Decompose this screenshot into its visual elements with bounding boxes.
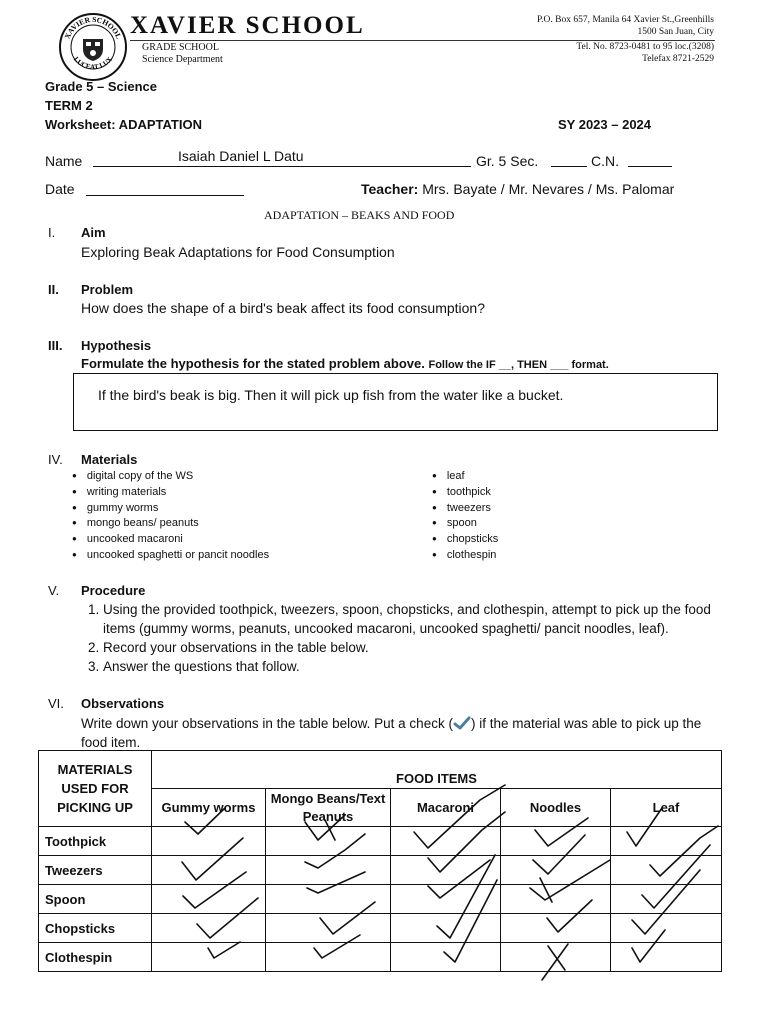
hypothesis-label: Hypothesis xyxy=(81,338,152,353)
materials-list-left xyxy=(72,469,269,564)
table-row xyxy=(39,856,722,885)
material-item: ● gummy worms xyxy=(72,501,269,517)
term: TERM 2 xyxy=(45,98,93,113)
observation-cell[interactable] xyxy=(501,885,611,914)
row-label: Toothpick xyxy=(39,827,152,856)
svg-text:LUCEAT LUX: LUCEAT LUX xyxy=(71,55,115,72)
observations-instruction: Write down your observations in the table below. Put a check ( ) if the material was able to pick up the food item. xyxy=(81,716,702,750)
observation-cell[interactable] xyxy=(266,914,391,943)
materials-number: IV. xyxy=(48,452,63,467)
observation-cell[interactable] xyxy=(152,943,266,972)
column-header: Noodles xyxy=(501,789,611,827)
observation-cell[interactable] xyxy=(266,885,391,914)
name-label: Name xyxy=(45,153,83,169)
table-row xyxy=(39,885,722,914)
material-item: ● toothpick xyxy=(432,485,498,501)
observation-cell[interactable] xyxy=(152,827,266,856)
name-value[interactable]: Isaiah Daniel L Datu xyxy=(178,148,304,164)
address: P.O. Box 657, Manila 64 Xavier St.,Greenhills 1500 San Juan, City xyxy=(536,15,714,37)
observations-label: Observations xyxy=(81,696,165,711)
observation-cell[interactable] xyxy=(391,914,501,943)
procedure-label: Procedure xyxy=(81,583,146,598)
problem-number: II. xyxy=(48,282,59,297)
observation-cell[interactable] xyxy=(611,914,722,943)
problem-label: Problem xyxy=(81,282,134,297)
material-item: ● writing materials xyxy=(72,485,269,501)
section-line[interactable] xyxy=(551,166,587,167)
material-item: ● leaf xyxy=(432,469,498,485)
observation-cell[interactable] xyxy=(266,827,391,856)
observation-cell[interactable] xyxy=(501,943,611,972)
observation-cell[interactable] xyxy=(391,943,501,972)
observation-cell[interactable] xyxy=(266,943,391,972)
material-item: ● uncooked spaghetti or pancit noodles xyxy=(72,548,269,564)
material-item: ● chopsticks xyxy=(432,532,498,548)
contact-numbers: Tel. No. 8723-0481 to 95 loc.(3208) Telefax 8721-2529 xyxy=(576,42,714,64)
observation-cell[interactable] xyxy=(501,914,611,943)
section-label: Gr. 5 Sec. xyxy=(476,153,539,169)
procedure-step: 2. Record your observations in the table below. xyxy=(103,638,743,657)
row-label: Chopsticks xyxy=(39,914,152,943)
food-items-header: FOOD ITEMS xyxy=(152,751,722,789)
material-item: ● digital copy of the WS xyxy=(72,469,269,485)
aim-number: I. xyxy=(48,225,56,240)
observation-cell[interactable] xyxy=(152,914,266,943)
observations-table xyxy=(38,750,722,972)
material-item: ● mongo beans/ peanuts xyxy=(72,516,269,532)
hypothesis-instruction: Formulate the hypothesis for the stated problem above. Follow the IF __, THEN ___ format. xyxy=(81,356,609,371)
row-label: Spoon xyxy=(39,885,152,914)
problem-text: How does the shape of a bird's beak affect its food consumption? xyxy=(81,300,485,316)
row-label: Tweezers xyxy=(39,856,152,885)
hypothesis-number: III. xyxy=(48,338,63,353)
material-item: ● uncooked macaroni xyxy=(72,532,269,548)
observation-cell[interactable] xyxy=(391,856,501,885)
aim-label: Aim xyxy=(81,225,106,240)
material-item: ● spoon xyxy=(432,516,498,532)
material-item: ● clothespin xyxy=(432,548,498,564)
procedure-steps xyxy=(81,600,743,676)
school-year: SY 2023 – 2024 xyxy=(558,117,652,132)
table-row xyxy=(39,914,722,943)
observation-cell[interactable] xyxy=(611,827,722,856)
observation-cell[interactable] xyxy=(611,856,722,885)
procedure-number: V. xyxy=(48,583,60,598)
cn-line[interactable] xyxy=(628,166,672,167)
date-line[interactable] xyxy=(86,195,244,196)
grade-subject: Grade 5 – Science xyxy=(45,79,158,94)
name-line xyxy=(93,166,471,167)
row-label: Clothespin xyxy=(39,943,152,972)
observation-cell[interactable] xyxy=(266,856,391,885)
column-header: Mongo Beans/Text Peanuts xyxy=(266,789,391,827)
observation-cell[interactable] xyxy=(152,885,266,914)
table-row xyxy=(39,827,722,856)
hypothesis-answer: If the bird's beak is big. Then it will pick up fish from the water like a bucket. xyxy=(98,387,564,403)
observation-cell[interactable] xyxy=(611,943,722,972)
procedure-step: 1. Using the provided toothpick, tweezers, spoon, chopsticks, and clothespin, attempt to pick up the food items (gummy worms, peanuts, uncooked macaroni, uncooked spaghetti/ pancit noodles, leaf). xyxy=(103,600,743,638)
column-header: Macaroni xyxy=(391,789,501,827)
observations-number: VI. xyxy=(48,696,64,711)
column-header: Gummy worms xyxy=(152,789,266,827)
school-seal-logo xyxy=(58,12,128,82)
aim-text: Exploring Beak Adaptations for Food Consumption xyxy=(81,244,395,260)
check-icon xyxy=(453,716,471,730)
corner-header: MATERIALS USED FOR PICKING UP xyxy=(39,751,152,827)
materials-list-right xyxy=(432,469,498,564)
observation-cell[interactable] xyxy=(391,827,501,856)
table-row xyxy=(39,943,722,972)
observation-cell[interactable] xyxy=(391,885,501,914)
observation-cell[interactable] xyxy=(611,885,722,914)
teacher-line: Teacher: Mrs. Bayate / Mr. Nevares / Ms. Palomar xyxy=(361,181,675,197)
column-header: Leaf xyxy=(611,789,722,827)
worksheet-heading: ADAPTATION – BEAKS AND FOOD xyxy=(264,208,455,222)
cn-label: C.N. xyxy=(591,153,619,169)
header-rule xyxy=(130,40,715,41)
materials-label: Materials xyxy=(81,452,138,467)
observation-cell[interactable] xyxy=(501,856,611,885)
svg-text:XAVIER SCHOOL: XAVIER SCHOOL xyxy=(62,14,124,41)
worksheet-title: Worksheet: ADAPTATION xyxy=(45,117,202,132)
date-label: Date xyxy=(45,181,75,197)
material-item: ● tweezers xyxy=(432,501,498,517)
school-name: XAVIER SCHOOL xyxy=(130,12,365,39)
observation-cell[interactable] xyxy=(152,856,266,885)
procedure-step: 3. Answer the questions that follow. xyxy=(103,657,743,676)
department-info: GRADE SCHOOL Science Department xyxy=(142,42,223,65)
observation-cell[interactable] xyxy=(501,827,611,856)
